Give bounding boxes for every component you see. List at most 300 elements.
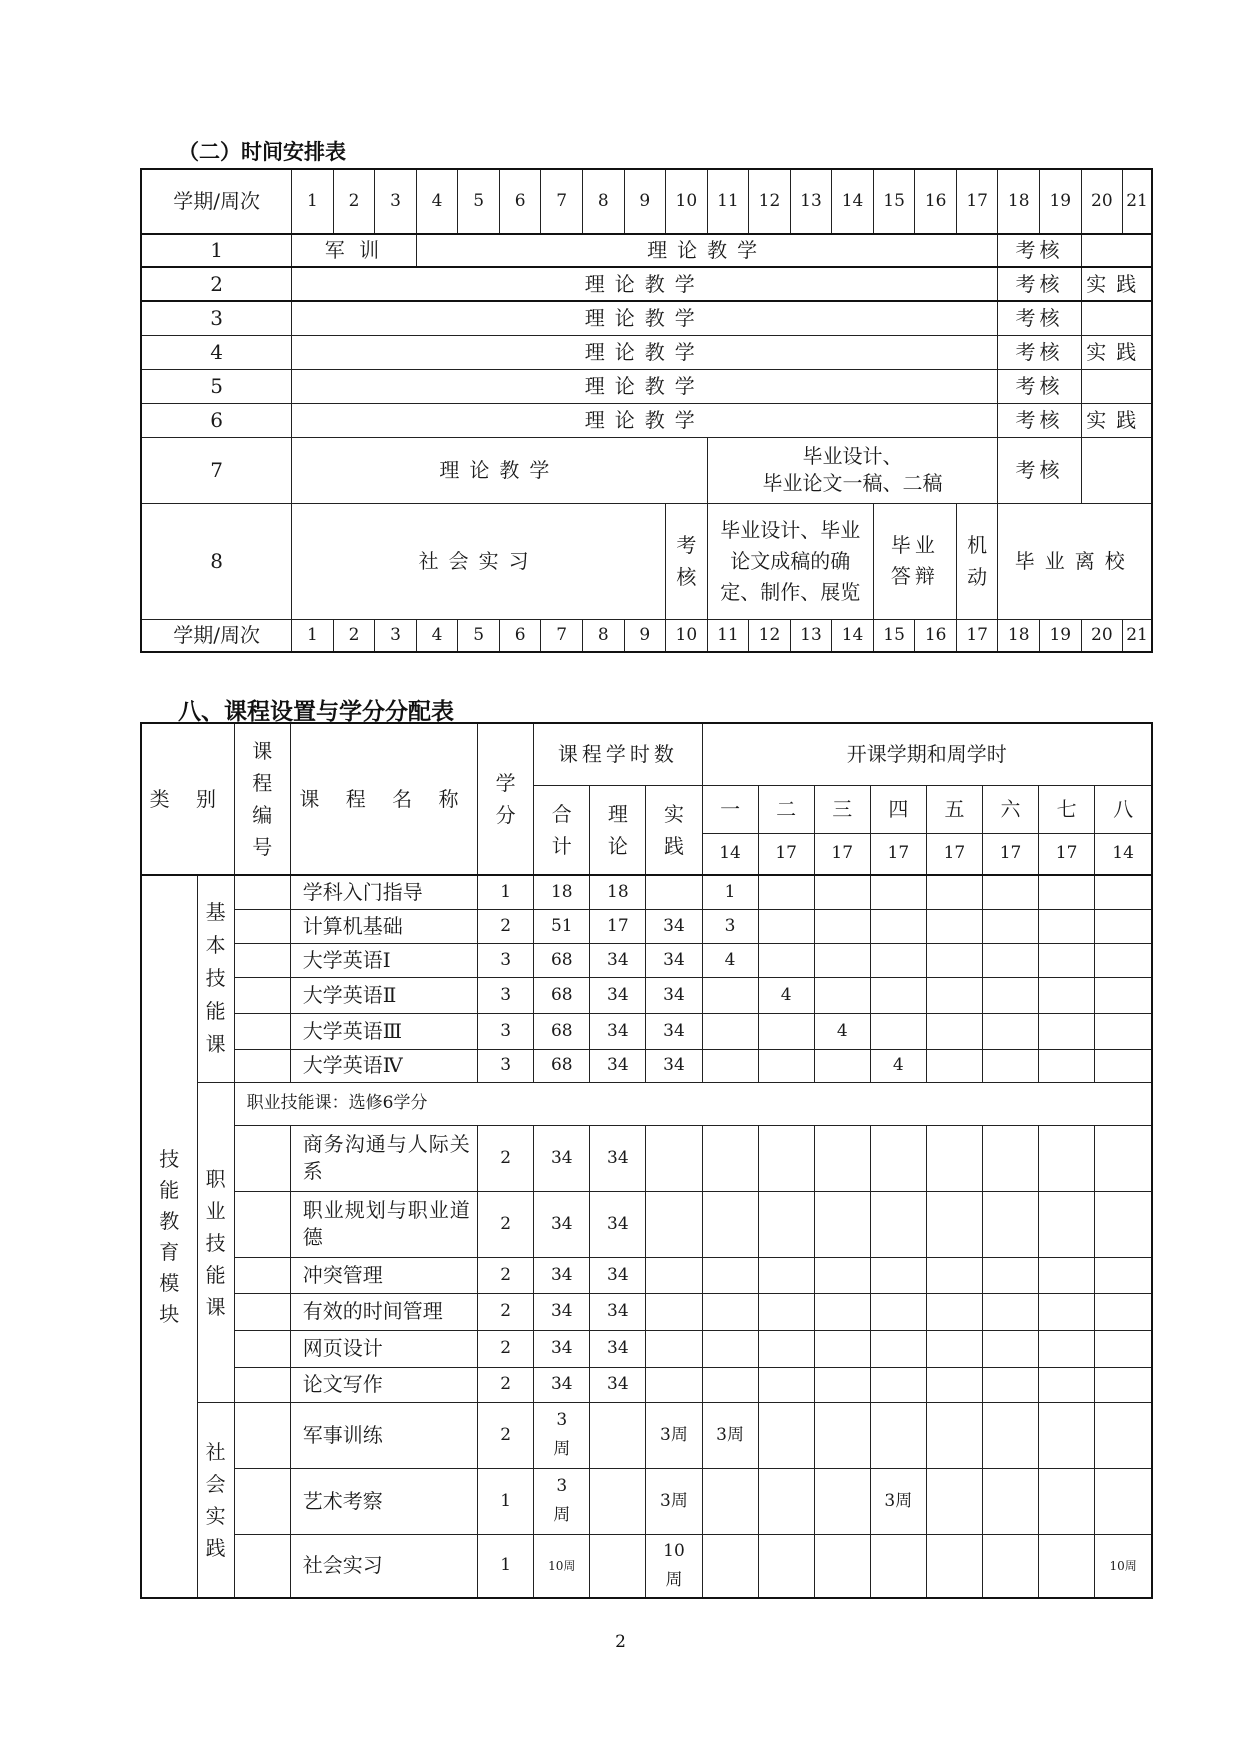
semester-header: 二 [758,785,814,833]
semester-weeks: 17 [870,833,926,875]
schedule-table [140,168,1153,653]
semester-cell [758,1125,814,1191]
table-row [141,1330,1152,1367]
page-number: 2 [615,1632,626,1652]
week-footer: 11 [707,619,749,652]
course-code-cell [234,1468,290,1534]
practice-cell [646,1293,702,1330]
semester-cell [870,943,926,977]
semester-cell [702,1367,758,1402]
semester-cell [814,875,870,909]
semester-cell [870,909,926,943]
semester-cell [982,1468,1038,1534]
semester-weeks: 14 [702,833,758,875]
total-cell: 34 [534,1257,590,1293]
course-name: 商务沟通与人际关系 [290,1125,477,1191]
week-footer: 14 [832,619,874,652]
week-header: 20 [1081,169,1123,234]
semester-cell [1095,1013,1152,1049]
semester-cell [758,909,814,943]
semester-cell [1095,909,1152,943]
semester-cell [1095,1330,1152,1367]
week-footer: 15 [873,619,915,652]
week-header: 12 [749,169,791,234]
course-name: 职业规划与职业道德 [290,1191,477,1257]
course-name: 学科入门指导 [290,875,477,909]
semester-cell [1095,1257,1152,1293]
course-name: 计算机基础 [290,909,477,943]
week-header: 19 [1040,169,1082,234]
practice-cell [646,875,702,909]
total-cell: 10周 [534,1534,590,1598]
semester-cell [814,1191,870,1257]
semester-cell [702,1293,758,1330]
week-header: 14 [832,169,874,234]
hours-header: 课程学时数 [534,723,702,785]
semester-cell [1039,909,1095,943]
practice-cell [646,1125,702,1191]
course-code-cell [234,1402,290,1468]
semester-cell [1039,1125,1095,1191]
credit-cell: 2 [478,909,534,943]
week-footer: 8 [582,619,624,652]
exam-cell: 考核 [998,335,1081,369]
graduation-design-cell [707,437,998,503]
defense-cell: 毕业答辩 [873,503,956,619]
table-row [141,1293,1152,1330]
practice-cell [1081,369,1152,403]
semester-cell [926,1367,982,1402]
term-cell: 7 [141,437,292,503]
credit-cell: 2 [478,1293,534,1330]
semesters-header: 开课学期和周学时 [702,723,1152,785]
course-code-cell [234,1257,290,1293]
term-cell: 8 [141,503,292,619]
practice-cell [646,1330,702,1367]
week-header: 21 [1123,169,1152,234]
total-cell: 34 [534,1293,590,1330]
term-cell: 6 [141,403,292,437]
theory-cell: 34 [590,1293,646,1330]
week-footer: 5 [458,619,500,652]
theory-cell: 34 [590,1330,646,1367]
total-cell: 68 [534,943,590,977]
semester-header: 五 [926,785,982,833]
semester-header: 六 [982,785,1038,833]
semester-header: 八 [1095,785,1152,833]
semester-cell [982,1534,1038,1598]
semester-cell [982,1402,1038,1468]
semester-cell [702,1191,758,1257]
semester-cell [982,1367,1038,1402]
total-cell: 68 [534,1049,590,1082]
semester-cell [926,1293,982,1330]
semester-cell [982,1257,1038,1293]
semester-cell [926,1468,982,1534]
semester-cell [702,1257,758,1293]
theory-hours-header: 理论 [590,785,646,875]
theory-cell: 34 [590,977,646,1013]
total-cell: 34 [534,1330,590,1367]
semester-cell [758,875,814,909]
practice-cell: 34 [646,1013,702,1049]
table-row [141,909,1152,943]
practice-cell: 3周 [646,1468,702,1534]
semester-cell: 4 [702,943,758,977]
week-header: 4 [416,169,458,234]
semester-cell: 1 [702,875,758,909]
theory-cell: 34 [590,1049,646,1082]
credit-cell: 3 [478,977,534,1013]
schedule-footer-row [141,619,1152,652]
thesis-cell: 毕业设计、毕业论文成稿的确定、制作、展览 [707,503,873,619]
schedule-row [141,335,1152,369]
semester-cell [926,1049,982,1082]
exam-cell: 考核 [998,301,1081,335]
flex-cell: 机动 [956,503,998,619]
week-header: 18 [998,169,1040,234]
semester-cell [1039,1049,1095,1082]
credit-cell: 3 [478,1049,534,1082]
semester-weeks: 14 [1095,833,1152,875]
semester-cell [926,977,982,1013]
practice-cell [646,1191,702,1257]
theory-cell: 34 [590,943,646,977]
practice-cell: 实践 [1081,267,1152,301]
semester-cell [982,1330,1038,1367]
credit-cell: 2 [478,1191,534,1257]
theory-teaching-cell: 理论教学 [416,234,998,267]
credit-cell: 3 [478,1013,534,1049]
exam-cell: 考核 [666,503,708,619]
theory-cell [590,1534,646,1598]
week-footer: 10 [666,619,708,652]
semester-cell [870,977,926,1013]
semester-cell [870,1293,926,1330]
semester-header: 四 [870,785,926,833]
table-row [141,977,1152,1013]
week-header: 7 [541,169,583,234]
semester-cell [870,875,926,909]
table-row [141,1534,1152,1598]
table-row [141,1191,1152,1257]
course-code-cell [234,1125,290,1191]
week-footer: 20 [1081,619,1123,652]
exam-cell: 考核 [998,403,1081,437]
course-name: 大学英语Ⅱ [290,977,477,1013]
semester-cell [1039,1191,1095,1257]
semester-cell [870,1013,926,1049]
week-header: 11 [707,169,749,234]
week-footer: 17 [956,619,998,652]
group-social-cell: 社会实践 [197,1402,234,1598]
practice-cell [646,1257,702,1293]
semester-cell [1095,1049,1152,1082]
semester-cell [870,1367,926,1402]
credit-header: 学分 [478,723,534,875]
semester-cell [814,1049,870,1082]
week-footer: 6 [499,619,541,652]
week-footer: 19 [1040,619,1082,652]
semester-cell [870,1125,926,1191]
semester-cell: 3周 [870,1468,926,1534]
course-code-cell [234,1293,290,1330]
practice-cell: 34 [646,1049,702,1082]
practice-cell: 34 [646,977,702,1013]
semester-cell [758,1402,814,1468]
table-row [141,1049,1152,1082]
semester-cell [982,875,1038,909]
total-cell: 3周 [534,1468,590,1534]
semester-cell [870,1534,926,1598]
course-table [140,722,1153,1599]
semester-cell [702,1534,758,1598]
total-cell: 68 [534,1013,590,1049]
graduation-design-line1: 毕业设计、 [802,444,903,468]
credit-cell: 2 [478,1125,534,1191]
credit-cell: 2 [478,1257,534,1293]
term-cell: 1 [141,234,292,267]
semester-cell [1039,1257,1095,1293]
semester-cell [814,1367,870,1402]
semester-cell [1095,1293,1152,1330]
semester-cell [926,875,982,909]
practice-cell: 34 [646,943,702,977]
theory-cell: 34 [590,1013,646,1049]
semester-cell [1095,1125,1152,1191]
week-header: 16 [915,169,957,234]
practice-cell: 3周 [646,1402,702,1468]
course-code-cell [234,977,290,1013]
semester-cell [870,1330,926,1367]
schedule-row [141,437,1152,503]
semester-cell: 4 [814,1013,870,1049]
semester-cell [1039,977,1095,1013]
week-footer: 9 [624,619,666,652]
theory-cell: 34 [590,1191,646,1257]
theory-teaching-cell: 理论教学 [292,335,998,369]
schedule-row [141,267,1152,301]
semester-cell [982,1013,1038,1049]
table-row [141,1013,1152,1049]
graduation-design-line2: 毕业论文一稿、二稿 [762,471,943,495]
course-code-cell [234,875,290,909]
total-cell: 18 [534,875,590,909]
week-header: 2 [333,169,375,234]
schedule-corner: 学期/周次 [141,169,292,234]
semester-cell [814,1293,870,1330]
semester-cell [926,1330,982,1367]
course-name: 论文写作 [290,1367,477,1402]
semester-cell [1039,1367,1095,1402]
week-header: 9 [624,169,666,234]
semester-cell [702,1049,758,1082]
week-footer: 1 [292,619,334,652]
semester-weeks: 17 [814,833,870,875]
module-cell: 技能教育模块 [141,875,197,1598]
course-code-cell [234,909,290,943]
total-cell: 34 [534,1191,590,1257]
week-header: 10 [666,169,708,234]
semester-cell [814,943,870,977]
total-cell: 68 [534,977,590,1013]
semester-cell [758,1468,814,1534]
semester-cell [1095,1191,1152,1257]
prof-note: 职业技能课：选修6学分 [234,1082,1152,1125]
week-footer: 3 [375,619,417,652]
semester-cell [982,1049,1038,1082]
semester-cell [702,1330,758,1367]
term-cell: 3 [141,301,292,335]
theory-teaching-cell: 理论教学 [292,369,998,403]
credit-cell: 1 [478,1468,534,1534]
total-cell: 34 [534,1125,590,1191]
semester-cell [982,1125,1038,1191]
semester-cell [814,1125,870,1191]
semester-cell: 4 [758,977,814,1013]
theory-cell: 17 [590,909,646,943]
semester-cell [926,1257,982,1293]
semester-cell [1095,1367,1152,1402]
course-name: 大学英语Ⅰ [290,943,477,977]
practice-cell: 34 [646,909,702,943]
semester-cell [870,1402,926,1468]
total-hours-header: 合计 [534,785,590,875]
term-cell: 2 [141,267,292,301]
course-name: 大学英语Ⅲ [290,1013,477,1049]
semester-cell [982,1293,1038,1330]
term-cell: 4 [141,335,292,369]
week-footer: 4 [416,619,458,652]
total-cell: 3周 [534,1402,590,1468]
schedule-corner: 学期/周次 [141,619,292,652]
schedule-title: （二）时间安排表 [178,140,346,164]
semester-cell [702,1013,758,1049]
semester-cell [702,1125,758,1191]
semester-cell [1039,875,1095,909]
course-name: 社会实习 [290,1534,477,1598]
course-name: 冲突管理 [290,1257,477,1293]
semester-cell [814,1402,870,1468]
week-footer: 12 [749,619,791,652]
semester-cell [1039,1330,1095,1367]
semester-cell [814,1257,870,1293]
exam-cell: 考核 [998,234,1081,267]
semester-cell [814,977,870,1013]
theory-teaching-cell: 理论教学 [292,403,998,437]
week-header: 13 [790,169,832,234]
semester-cell [758,1534,814,1598]
semester-cell: 3 [702,909,758,943]
semester-cell [758,943,814,977]
course-code-cell [234,943,290,977]
table-row [141,943,1152,977]
week-header: 6 [499,169,541,234]
theory-cell: 18 [590,875,646,909]
course-name: 有效的时间管理 [290,1293,477,1330]
term-cell: 5 [141,369,292,403]
semester-header: 七 [1039,785,1095,833]
semester-cell [758,1293,814,1330]
week-footer: 18 [998,619,1040,652]
credit-cell: 2 [478,1367,534,1402]
course-code-cell [234,1049,290,1082]
semester-cell [758,1257,814,1293]
credit-cell: 3 [478,943,534,977]
semester-weeks: 17 [758,833,814,875]
week-footer: 7 [541,619,583,652]
schedule-row [141,301,1152,335]
schedule-row [141,234,1152,267]
course-code-cell [234,1534,290,1598]
semester-cell: 10周 [1095,1534,1152,1598]
exam-cell: 考核 [998,437,1081,503]
week-footer: 13 [790,619,832,652]
semester-cell [1095,875,1152,909]
semester-cell [982,977,1038,1013]
military-training-cell: 军 训 [292,234,417,267]
social-internship-cell: 社会实习 [292,503,666,619]
theory-cell: 34 [590,1367,646,1402]
week-header: 17 [956,169,998,234]
total-cell: 34 [534,1367,590,1402]
semester-weeks: 17 [982,833,1038,875]
semester-cell [758,1330,814,1367]
semester-cell [1039,1402,1095,1468]
semester-cell [926,1125,982,1191]
week-header: 1 [292,169,334,234]
table-row [141,1402,1152,1468]
course-name: 网页设计 [290,1330,477,1367]
table-row [141,1468,1152,1534]
practice-cell [646,1367,702,1402]
theory-cell [590,1402,646,1468]
week-header: 5 [458,169,500,234]
week-footer: 21 [1123,619,1152,652]
credit-cell: 2 [478,1402,534,1468]
schedule-header-row [141,169,1152,234]
semester-cell [814,909,870,943]
course-name: 军事训练 [290,1402,477,1468]
semester-cell [814,1534,870,1598]
exam-cell: 考核 [998,267,1081,301]
table-row [141,1082,1152,1125]
semester-cell [1039,1468,1095,1534]
course-code-cell [234,1191,290,1257]
semester-cell [1095,977,1152,1013]
theory-cell [590,1468,646,1534]
schedule-row [141,503,1152,619]
course-name: 艺术考察 [290,1468,477,1534]
week-header: 8 [582,169,624,234]
semester-cell [1039,1293,1095,1330]
semester-cell: 3周 [702,1402,758,1468]
group-prof-cell: 职业技能课 [197,1082,234,1402]
practice-cell [1081,234,1152,267]
semester-cell [1039,1013,1095,1049]
graduation-leave-cell: 毕业离校 [998,503,1152,619]
week-header: 3 [375,169,417,234]
semester-cell [870,1257,926,1293]
week-footer: 16 [915,619,957,652]
course-code-cell [234,1367,290,1402]
theory-cell: 34 [590,1257,646,1293]
semester-weeks: 17 [1039,833,1095,875]
total-cell: 51 [534,909,590,943]
course-name-header: 课 程 名 称 [290,723,477,875]
semester-cell [926,943,982,977]
semester-cell [982,1191,1038,1257]
